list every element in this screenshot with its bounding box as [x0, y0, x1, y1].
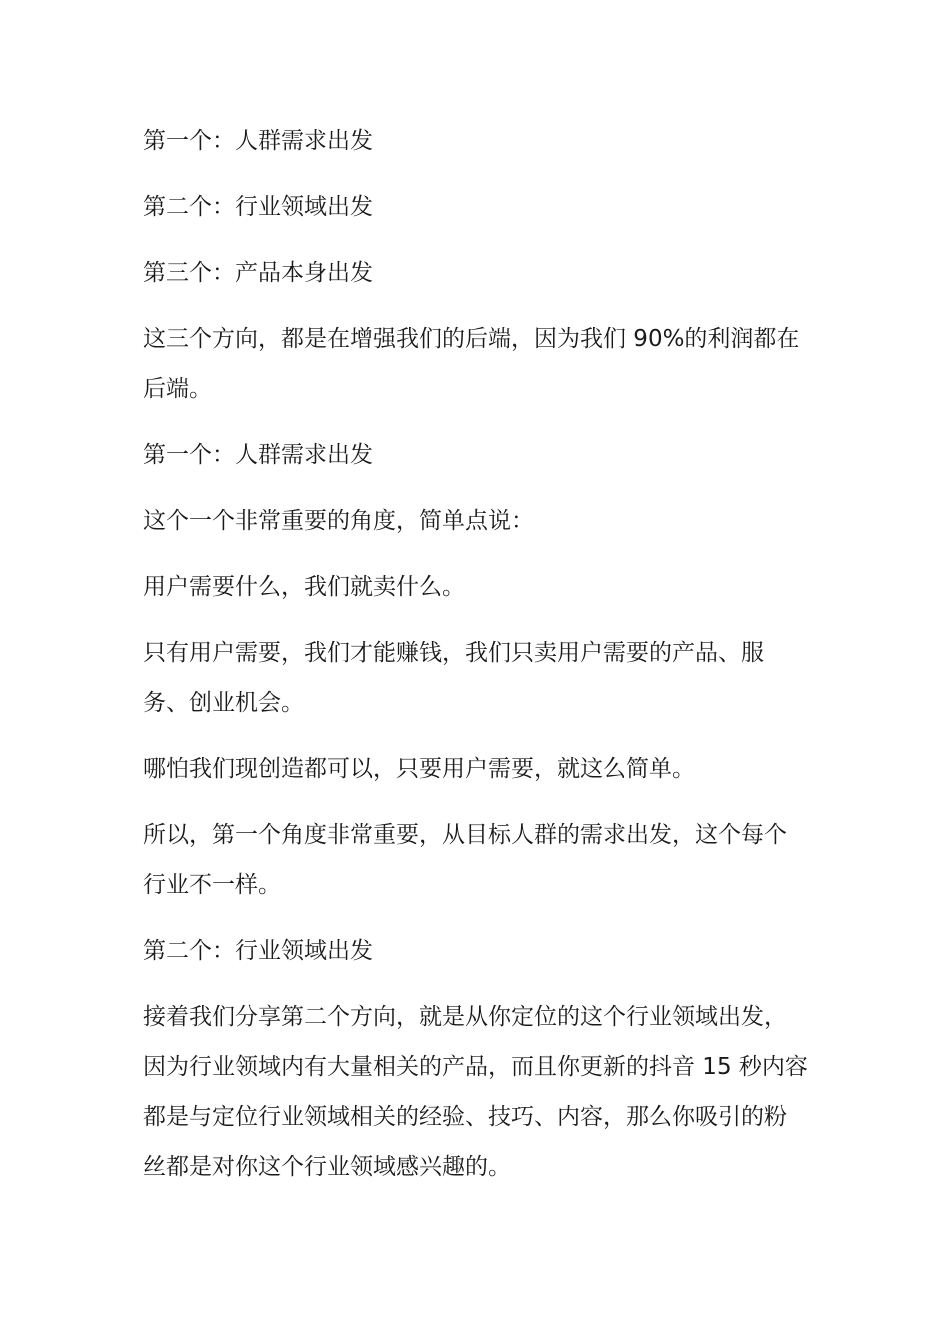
paragraph-create-if-needed: 哪怕我们现创造都可以，只要用户需要，就这么简单。: [143, 756, 695, 782]
paragraph-second-direction: 接着我们分享第二个方向，就是从你定位的这个行业领域出发，因为行业领域内有大量相关的产品，而且你更新的抖音 15 秒内容都是与定位行业领域相关的经验、技巧、内容，那么你吸引的粉丝都是对你这个行业领域感兴趣的。: [143, 1004, 808, 1180]
heading-product-itself: 第三个：产品本身出发: [143, 260, 373, 286]
heading-people-needs-repeat: 第一个：人群需求出发: [143, 442, 373, 468]
heading-people-needs: 第一个：人群需求出发: [143, 128, 373, 154]
paragraph-only-users-need: 只有用户需要，我们才能赚钱，我们只卖用户需要的产品、服务、创业机会。: [143, 640, 764, 716]
paragraph-three-directions: 这三个方向，都是在增强我们的后端，因为我们 90%的利润都在后端。: [143, 326, 800, 402]
document-body: [143, 116, 809, 1208]
paragraph-important-angle: 这个一个非常重要的角度，简单点说：: [143, 508, 534, 534]
heading-industry-field-repeat: 第二个：行业领域出发: [143, 938, 373, 964]
paragraph-first-angle-important: 所以，第一个角度非常重要，从目标人群的需求出发，这个每个行业不一样。: [143, 822, 787, 898]
paragraph-sell-what-users-need: 用户需要什么，我们就卖什么。: [143, 574, 465, 600]
heading-industry-field: 第二个：行业领域出发: [143, 194, 373, 220]
